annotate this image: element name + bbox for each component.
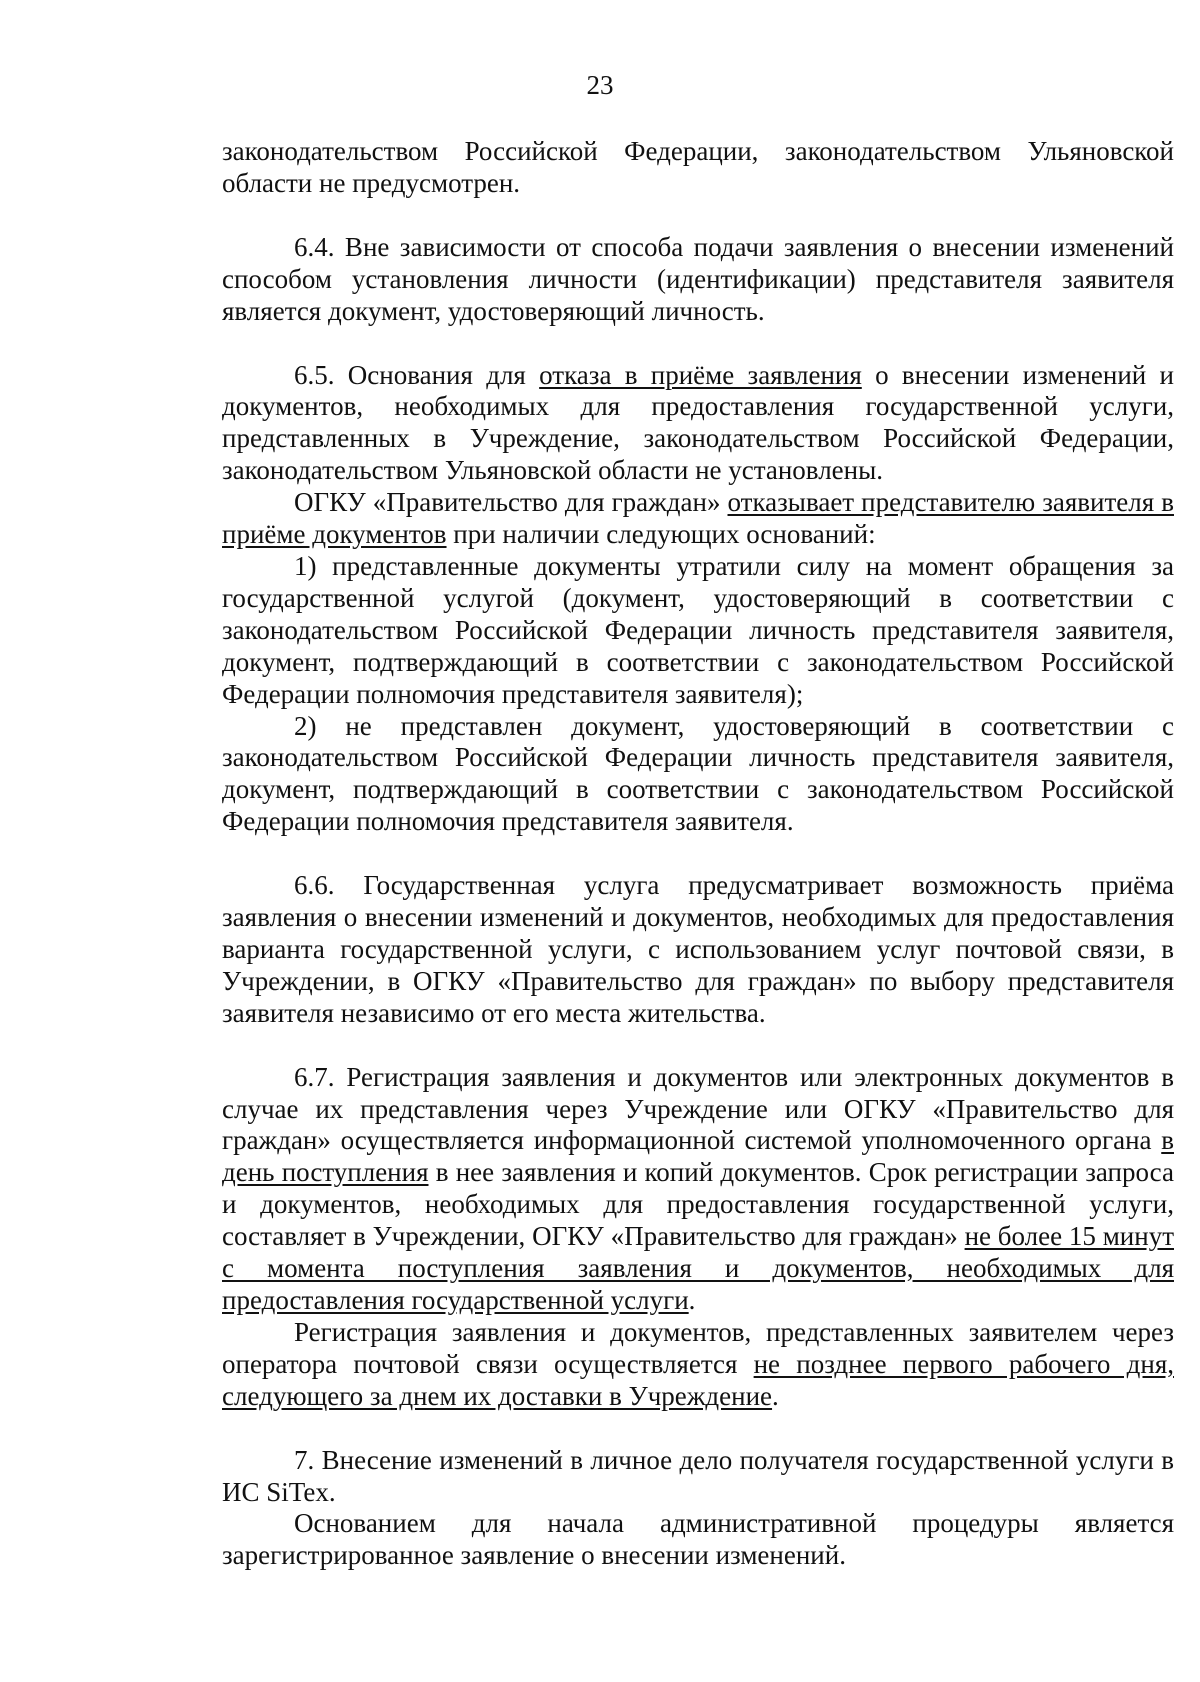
list-item-ground-2 xyxy=(222,711,1174,839)
text-segment: 1) представленные документы утратили силу на момент обращения за государственной услугой (документ, удостоверяющий в соответствии с законодательством Российской Федерации личность представителя заявителя, документ, подтверждающий в соответствии с законодательством Российской Федерации полномочия представителя заявителя); xyxy=(222,550,1174,709)
text-segment: 7. Внесение изменений в личное дело получателя государственной услуги в ИС SiTex. xyxy=(222,1444,1174,1507)
paragraph-7-basis xyxy=(222,1508,1174,1572)
text-segment: 6.5. Основания для xyxy=(294,359,540,390)
document-body xyxy=(222,136,1174,1572)
paragraph-ogku-refusal xyxy=(222,487,1174,551)
text-segment: 2) не представлен документ, удостоверяющий в соответствии с законодательством Российской Федерации личность представителя заявителя, документ, подтверждающий в соответствии с законодательством Российской Федерации полномочия представителя заявителя. xyxy=(222,710,1174,837)
text-segment: Регистрация заявления и документов, представленных заявителем через оператора почтовой связи осуществляется xyxy=(222,1316,1174,1379)
text-segment: . xyxy=(688,1285,696,1315)
text-segment: Основанием для начала административной процедуры является зарегистрированное заявление о внесении изменений. xyxy=(222,1508,1174,1571)
underlined-text: в день поступления xyxy=(222,1125,1174,1188)
text-segment: 6.6. Государственная услуга предусматривает возможность приёма заявления о внесении изменений и документов, необходимых для предоставления варианта государственной услуги, с использованием услуг почтовой связи, в Учреждении, в ОГКУ «Правительство для граждан» по выбору представителя заявителя независимо от его места жительства. xyxy=(222,870,1174,1028)
underlined-text: не более 15 минут с момента поступления заявления и документов, необходимых для предоставления государственной услуги xyxy=(222,1221,1174,1315)
paragraph-6-7 xyxy=(222,1062,1174,1317)
text-segment: в нее заявления и копий документов. Срок регистрации запроса и документов, необходимых для предоставления государственной услуги, составляет в Учреждении, ОГКУ «Правительство для граждан» xyxy=(222,1157,1174,1252)
paragraph-6-5 xyxy=(222,360,1174,488)
text-segment: о внесении изменений и документов, необходимых для предоставления государственной услуги, представленных в Учреждение, законодательством Российской Федерации, законодательством Ульяновской области не установлены. xyxy=(222,359,1174,486)
paragraph-7 xyxy=(222,1445,1174,1509)
text-segment: законодательством Российской Федерации, законодательством Ульяновской области не предусмотрен. xyxy=(222,136,1174,198)
paragraph-postal-registration xyxy=(222,1317,1174,1413)
text-segment: при наличии следующих оснований: xyxy=(446,519,876,550)
paragraph-continuation xyxy=(222,136,1174,200)
page-number: 23 xyxy=(586,70,614,100)
text-segment: ОГКУ «Правительство для граждан» xyxy=(294,487,728,518)
paragraph-6-4 xyxy=(222,232,1174,328)
list-item-ground-1 xyxy=(222,551,1174,711)
text-segment: 6.7. Регистрация заявления и документов или электронных документов в случае их представления через Учреждение или ОГКУ «Правительство для граждан» осуществляется информационной системой уполномоченного органа xyxy=(222,1061,1174,1156)
underlined-text: отказывает представителю заявителя в приёме документов xyxy=(222,487,1174,550)
text-segment: 6.4. Вне зависимости от способа подачи заявления о внесении изменений способом установления личности (идентификации) представителя заявителя является документ, удостоверяющий личность. xyxy=(222,231,1174,326)
underlined-text: не позднее первого рабочего дня, следующего за днем их доставки в Учреждение xyxy=(222,1348,1174,1411)
underlined-text: отказа в приёме заявления xyxy=(539,359,862,390)
paragraph-6-6 xyxy=(222,870,1174,1030)
text-segment: . xyxy=(772,1380,779,1411)
